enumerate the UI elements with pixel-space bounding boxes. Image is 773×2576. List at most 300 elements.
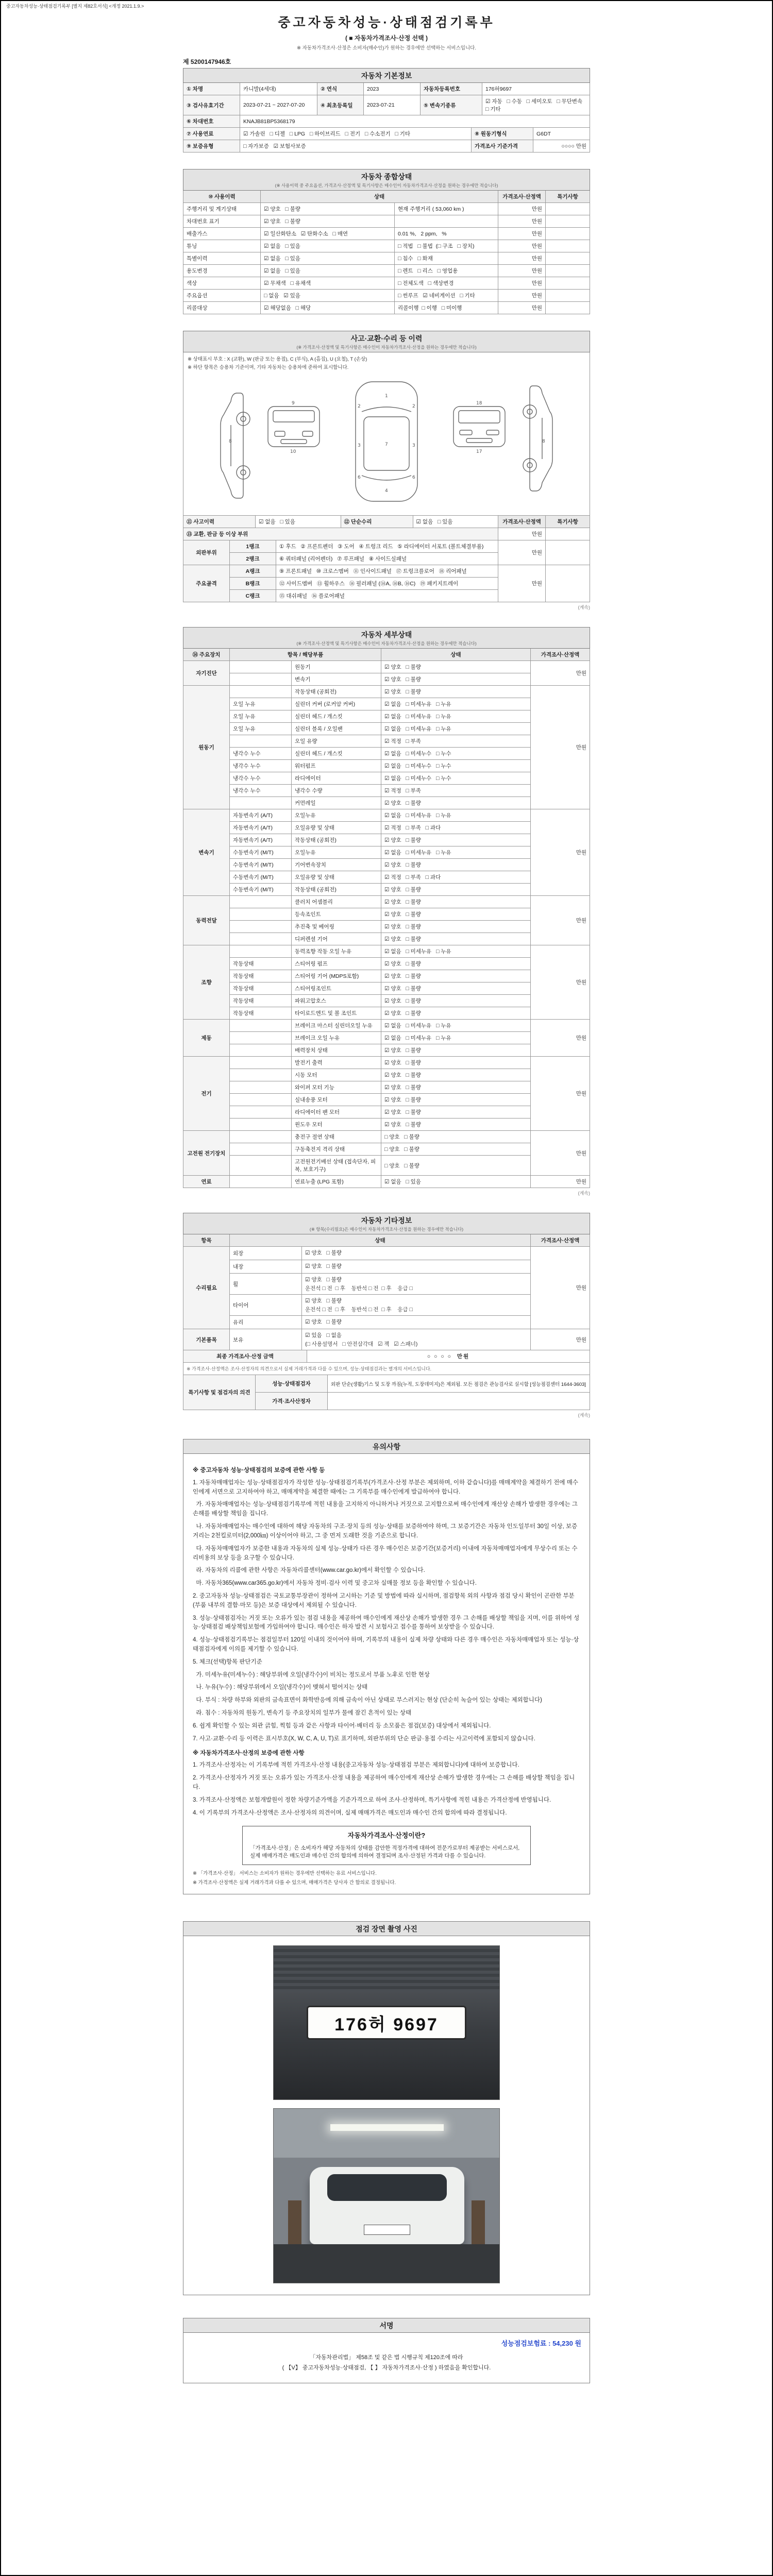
- detail-row: [230, 809, 531, 822]
- row-remark: [546, 265, 590, 277]
- notice-line: 4. 이 기록부의 가격조사·산정액은 조사·산정자의 의견이며, 실제 매매가격은 매도인과 매수인 간의 합의에 따라 결정됩니다.: [193, 1809, 507, 1816]
- detail-status-checkboxes: ☑ 양호 □ 불량: [381, 995, 531, 1007]
- section-title-other: [183, 1213, 590, 1234]
- detail-status-checkboxes: ☑ 없음 □ 미세누유 □ 누유: [381, 698, 531, 710]
- row-extra: □ 썬루프 ☑ 네비게이션 □ 기타: [395, 290, 498, 302]
- accident-table: [183, 352, 590, 602]
- header-state: 상태: [261, 191, 498, 203]
- group-name: 전기: [183, 1057, 230, 1131]
- detail-group: [183, 1131, 590, 1176]
- detail-row: [230, 673, 531, 686]
- basic-title-text: 자동차 기본정보: [361, 72, 412, 80]
- basic-row: [183, 128, 590, 140]
- photo-license-plate: [273, 1945, 500, 2100]
- other-group-name: 수리필요: [183, 1247, 230, 1329]
- group-price: 만원: [531, 1176, 590, 1188]
- other-group: [183, 1247, 590, 1329]
- price-survey-footnote-2: ※ 가격조사·산정액은 실제 거래가격과 다를 수 있으며, 매매가격은 당사자 간 합의로 결정됩니다.: [193, 1879, 396, 1886]
- notice-line: 가. 자동차매매업자는 성능·상태점검기록부에 적힌 내용을 고지하지 아니하거나 거짓으로 고지함으로써 매수인에게 재산상 손해가 발생한 경우에는 그 손해를 배상할 책임을 집니다.: [193, 1501, 580, 1517]
- row-price: 만원: [498, 265, 546, 277]
- condition-row: [183, 240, 590, 252]
- accident-price-header: 가격조사·산정액: [498, 516, 546, 528]
- detail-part-label: 추진축 및 베어링: [292, 921, 381, 933]
- header-item: 항목 / 해당부품: [230, 649, 381, 661]
- row-remark: [546, 228, 590, 240]
- section-title-signature: [183, 2318, 590, 2333]
- confirmation-line-2: ( 【V】 중고자동차성능·상태점검, 【 】 자동차가격조사·산정 ) 하였음을 확인합니다.: [282, 2365, 491, 2371]
- condition-row: [183, 215, 590, 228]
- detail-row: [230, 933, 531, 945]
- detail-row: [230, 970, 531, 982]
- detail-row: [230, 958, 531, 970]
- detail-sub-label: [230, 1156, 292, 1176]
- header-detail-price: 가격조사·산정액: [531, 649, 590, 661]
- notice-line: 마. 자동차365(www.car365.go.kr)에서 자동차 정비·검사 이력 및 중고차 실매물 정보 등을 확인할 수 있습니다.: [193, 1580, 477, 1587]
- left-side-view: [221, 393, 250, 498]
- detail-row: [230, 797, 531, 809]
- row-label: 튜닝: [183, 240, 261, 252]
- detail-status-checkboxes: ☑ 양호 □ 불량: [381, 1044, 531, 1057]
- detail-sub-label: [230, 1057, 292, 1069]
- detail-part-label: 실린더 커버 (로커암 커버): [292, 698, 381, 710]
- group-price: 만원: [531, 809, 590, 896]
- detail-row: [230, 834, 531, 846]
- detail-part-label: 스티어링 기어 (MDPS포함): [292, 970, 381, 982]
- detail-sub-label: [230, 686, 292, 698]
- detail-part-label: 배력장치 상태: [292, 1044, 381, 1057]
- svg-text:4: 4: [385, 488, 388, 494]
- detail-status-checkboxes: ☑ 양호 □ 불량: [381, 1057, 531, 1069]
- svg-text:17: 17: [476, 449, 482, 454]
- insurance-fee-value: 54,230 원: [552, 2340, 581, 2348]
- zone-remark: [546, 565, 590, 602]
- section-other-info: [183, 1213, 590, 1418]
- row-status-checkboxes: □ 없음 ☑ 있음: [261, 290, 395, 302]
- detail-groups: [183, 661, 590, 1188]
- first-registration-value: 2023-07-21: [364, 95, 421, 115]
- detail-status-checkboxes: □ 양호 □ 불량: [381, 1156, 531, 1176]
- notice-line: 5. 체크(선택)항목 판단기준: [193, 1658, 262, 1665]
- svg-text:7: 7: [385, 442, 388, 447]
- detail-status-checkboxes: ☑ 없음 □ 미세누유 □ 누유: [381, 945, 531, 958]
- detail-status-checkboxes: ☑ 적정 □ 부족: [381, 785, 531, 797]
- row-label: 주행거리 및 계기상태: [183, 203, 261, 215]
- detail-sub-label: 자동변속기 (A/T): [230, 822, 292, 834]
- zone-row: [183, 565, 590, 602]
- detail-sub-label: [230, 1081, 292, 1094]
- rank-parts: ⑮ 대쉬패널 ⑯ 플로어패널: [276, 590, 498, 602]
- section-title-photos: [183, 1921, 590, 1936]
- opinion-rows: [256, 1375, 590, 1410]
- row-status-checkboxes: ☑ 양호 □ 불량: [261, 203, 395, 215]
- section-title-notices: [183, 1439, 590, 1454]
- car-rear-window: [327, 2174, 447, 2201]
- final-price-note: ※ 가격조사·산정액은 조사·산정자의 의견으로서 실제 거래가격과 다를 수 있으며, 성능·상태점검과는 별개의 서비스입니다.: [183, 1363, 590, 1375]
- row-status-checkboxes: ☑ 무채색 □ 유채색: [261, 277, 395, 290]
- row-remark: [546, 277, 590, 290]
- rank-cell: B랭크: [230, 578, 276, 590]
- detail-status-checkboxes: ☑ 없음 □ 미세누수 □ 누수: [381, 760, 531, 772]
- detail-part-label: 작동상태 (공회전): [292, 834, 381, 846]
- zone-cell: 주요골격: [183, 565, 230, 602]
- other-info-table: [183, 1234, 590, 1410]
- detail-status-checkboxes: ☑ 양호 □ 불량: [381, 1081, 531, 1094]
- doc-subtitle-note: ※ 자동차가격조사·산정은 소비자(매수인)가 원하는 경우에만 선택하는 서비스입니다.: [297, 45, 476, 51]
- accident-history-label: ⑪ 사고이력: [183, 516, 256, 528]
- detail-row: [230, 982, 531, 995]
- top-view: [356, 382, 417, 501]
- notice-line: 2. 중고자동차 성능·상태점검은 국토교통부장관이 정하여 고시하는 기준 및 방법에 따라 실시하며, 점검항목 외의 사항과 점검 당시 확인이 곤란한 부분(부품 내부의 결함·마모 등)은 보증 대상에서 제외될 수 있습니다.: [193, 1592, 575, 1608]
- row-status-checkboxes: ☑ 해당없음 □ 해당: [261, 302, 395, 314]
- other-row-label: 내장: [230, 1260, 302, 1274]
- year-label: ② 연식: [317, 83, 364, 95]
- group-price: 만원: [531, 1057, 590, 1131]
- detail-part-label: 시동 모터: [292, 1069, 381, 1081]
- row-label: 특별이력: [183, 252, 261, 265]
- opinion-who: 가격·조사산정자: [256, 1393, 328, 1410]
- price-survey-footnote-1: ※ 「가격조사·산정」 서비스는 소비자가 원하는 경우에만 선택하는 유료 서비스입니다.: [193, 1871, 377, 1877]
- photos-title-text: 점검 장면 촬영 사진: [356, 1925, 417, 1934]
- other-row-status: ☑ 양호 □ 불량: [302, 1260, 531, 1274]
- inspector-opinion: [183, 1375, 590, 1410]
- detail-status-checkboxes: ☑ 없음 □ 미세누유 □ 누유: [381, 710, 531, 723]
- zone-price: 만원: [498, 540, 546, 565]
- car-on-lift: [310, 2167, 464, 2244]
- detail-sub-label: 냉각수 누수: [230, 760, 292, 772]
- row-remark: [546, 240, 590, 252]
- detail-part-label: 실내송풍 모터: [292, 1094, 381, 1106]
- detail-sub-label: [230, 945, 292, 958]
- svg-text:10: 10: [290, 449, 296, 454]
- comprehensive-table: [183, 191, 590, 314]
- detail-part-label: 브레이크 오일 누유: [292, 1032, 381, 1044]
- detail-sub-label: [230, 1044, 292, 1057]
- other-group-price: 만원: [531, 1329, 590, 1350]
- notices-heading-2: ※ 자동차가격조사·산정의 보증에 관한 사항: [193, 1750, 305, 1756]
- transmission-checkboxes: ☑ 자동 □ 수동 □ 세미오토 □ 무단변속 □ 기타: [482, 95, 590, 115]
- detail-row: [230, 884, 531, 896]
- car-rear-plate: [364, 2225, 410, 2235]
- detail-row: [230, 896, 531, 908]
- continue-marker: (계속): [578, 605, 590, 610]
- base-price-label: 가격조사 기준가격: [472, 140, 533, 152]
- accident-history-checkboxes: ☑ 없음 □ 있음: [256, 516, 341, 528]
- detail-part-label: 커먼레일: [292, 797, 381, 809]
- row-remark: [546, 252, 590, 265]
- detail-status-checkboxes: ☑ 양호 □ 불량: [381, 933, 531, 945]
- detail-group: [183, 686, 590, 809]
- detail-row: [230, 859, 531, 871]
- group-name: 자기진단: [183, 661, 230, 686]
- final-price-note-row: [183, 1363, 590, 1375]
- detail-sub-label: [230, 1143, 292, 1156]
- detail-part-label: 냉각수 수량: [292, 785, 381, 797]
- detail-sub-label: 오일 누유: [230, 698, 292, 710]
- zone-cell: 외판부위: [183, 540, 230, 565]
- detail-status-checkboxes: ☑ 양호 □ 불량: [381, 1118, 531, 1131]
- car-name-value: 카니발(4세대): [240, 83, 317, 95]
- row-price: 만원: [498, 215, 546, 228]
- detail-sub-label: 냉각수 누수: [230, 748, 292, 760]
- detail-part-label: 변속기: [292, 673, 381, 686]
- basic-row: [183, 140, 590, 152]
- detail-table: [183, 649, 590, 1188]
- detail-status-checkboxes: ☑ 없음 □ 미세누유 □ 누유: [381, 846, 531, 859]
- detail-status-checkboxes: ☑ 적정 □ 부족: [381, 735, 531, 748]
- detail-part-label: 고전원전기배선 상태 (접속단자, 피복, 보호기구): [292, 1156, 381, 1176]
- condition-row: [183, 277, 590, 290]
- front-view: [268, 406, 320, 447]
- other-row-status: ☑ 양호 □ 불량 운전석 □ 전 □ 후 동반석 □ 전 □ 후 응급 □: [302, 1295, 531, 1316]
- section-title-accident: [183, 331, 590, 352]
- detail-part-label: 스티어링 펌프: [292, 958, 381, 970]
- detail-header-row: [183, 649, 590, 661]
- row-label: 주요옵션: [183, 290, 261, 302]
- fuel-label: ⑦ 사용연료: [183, 128, 240, 140]
- other-group-rows: [230, 1329, 531, 1350]
- detail-sub-label: [230, 797, 292, 809]
- detail-group: [183, 1057, 590, 1131]
- section-title-basic: [183, 68, 590, 83]
- detail-row: [230, 908, 531, 921]
- detail-row: [230, 1081, 531, 1094]
- other-row-label: 휠: [230, 1274, 302, 1295]
- detail-part-label: 오일유량 및 상태: [292, 871, 381, 884]
- group-name: 조향: [183, 945, 230, 1020]
- other-row: [230, 1260, 531, 1274]
- notices-title-text: 유의사항: [372, 1443, 401, 1451]
- section-accident-history: [183, 331, 590, 611]
- other-group-price: 만원: [531, 1247, 590, 1329]
- rank-parts: ① 후드 ② 프론트펜더 ③ 도어 ④ 트렁크 리드 ⑤ 라디에이터 서포트 (볼트체결부품): [276, 540, 498, 553]
- basic-row: [183, 115, 590, 128]
- opinion-label: 특기사항 및 점검자의 의견: [183, 1375, 256, 1410]
- group-name: 변속기: [183, 809, 230, 896]
- detail-row: [230, 1069, 531, 1081]
- comprehensive-header-row: [183, 191, 590, 203]
- detail-sub-label: [230, 1118, 292, 1131]
- row-label: 색상: [183, 277, 261, 290]
- bumper-grille: [274, 1946, 499, 1992]
- svg-text:8: 8: [229, 439, 232, 444]
- row-price: 만원: [498, 252, 546, 265]
- document-header: [183, 12, 590, 51]
- row-label: 배출가스: [183, 228, 261, 240]
- detail-row: [230, 1176, 531, 1188]
- other-title-text: 자동차 기타정보: [361, 1216, 412, 1225]
- detail-sub-label: [230, 1131, 292, 1143]
- row-label: 리콜대상: [183, 302, 261, 314]
- group-rows: [230, 1057, 531, 1131]
- signature-body: [183, 2333, 590, 2383]
- final-price-value: ○ ○ ○ ○ 만원: [307, 1350, 590, 1363]
- detail-part-label: 라디에이터 팬 모터: [292, 1106, 381, 1118]
- header-other-price: 가격조사·산정액: [531, 1234, 590, 1247]
- notice-line: 3. 성능·상태점검자는 거짓 또는 오류가 있는 점검 내용을 제공하여 매수인에게 재산상 손해가 발생한 경우 그 손해를 배상할 책임을 지며, 이를 위하여 성능·상태점검 배상책임보험에 가입하여야 합니다. 매수인은 하자 발견 시 보험사고 접수를 통하여 보상받을 수 있습니다.: [193, 1615, 580, 1631]
- rank-parts: ⑥ 쿼터패널 (리어펜더) ⑦ 루프패널 ⑧ 사이드실패널: [276, 553, 498, 565]
- doc-number: 제 5200147946호: [183, 58, 231, 65]
- detail-status-checkboxes: ☑ 양호 □ 불량: [381, 1007, 531, 1020]
- accident-status-row: [183, 516, 590, 528]
- form-reference: 중고자동차성능·상태점검기록부 [별지 제82호서식] <개정 2021.1.9.>: [6, 4, 144, 9]
- opinion-row: [256, 1393, 590, 1410]
- base-price-value: ○○○○ 만원: [533, 140, 590, 152]
- price-survey-box-body: 「가격조사·산정」은 소비자가 해당 자동차의 상태를 감안한 적정가격에 대하여 전문가로부터 제공받는 서비스로서, 실제 매매가격은 매도인과 매수인 간의 합의에 의하여 결정되며 조사·산정된 가격과 다를 수 있습니다.: [250, 1844, 520, 1859]
- detail-sub-label: 자동변속기 (A/T): [230, 809, 292, 822]
- detail-sub-label: 작동상태: [230, 958, 292, 970]
- rank-row: [230, 565, 498, 578]
- opinion-row: [256, 1375, 590, 1393]
- detail-status-checkboxes: ☑ 없음 □ 있음: [381, 1176, 531, 1188]
- detail-part-label: 브레이크 마스터 실린더오일 누유: [292, 1020, 381, 1032]
- detail-sub-label: 냉각수 누수: [230, 785, 292, 797]
- detail-sub-label: [230, 735, 292, 748]
- detail-status-checkboxes: ☑ 없음 □ 미세누유 □ 누유: [381, 1020, 531, 1032]
- detail-sub-label: [230, 921, 292, 933]
- svg-text:2: 2: [358, 404, 361, 409]
- detail-part-label: 작동상태 (공회전): [292, 884, 381, 896]
- detail-status-checkboxes: ☑ 양호 □ 불량: [381, 859, 531, 871]
- detail-part-label: 발전기 출력: [292, 1057, 381, 1069]
- detail-status-checkboxes: ☑ 양호 □ 불량: [381, 970, 531, 982]
- detail-sub-label: 수동변속기 (M/T): [230, 871, 292, 884]
- detail-status-checkboxes: ☑ 양호 □ 불량: [381, 797, 531, 809]
- detail-sub-label: [230, 1106, 292, 1118]
- notice-line: 1. 자동차매매업자는 성능·상태점검자가 작성한 성능·상태점검기록부(가격조사·산정 부분은 제외하며, 이하 같습니다)를 매매계약을 체결하기 전에 매수인에게 서면으로 고지하여야 하고, 매매계약을 체결한 때에는 그 기록부를 매수인에게 발급하여야 합니다.: [193, 1479, 578, 1495]
- row-remark: [546, 290, 590, 302]
- detail-sub-label: 작동상태: [230, 1007, 292, 1020]
- group-name: 제동: [183, 1020, 230, 1057]
- accident-price-value: 만원: [498, 528, 546, 540]
- header-detail-state: 상태: [381, 649, 531, 661]
- section-comprehensive: [183, 169, 590, 314]
- detail-status-checkboxes: ☑ 양호 □ 불량: [381, 958, 531, 970]
- detail-row: [230, 846, 531, 859]
- zone-ranks: [230, 565, 498, 602]
- header-other-state: 상태: [230, 1234, 531, 1247]
- detail-group: [183, 1176, 590, 1188]
- group-rows: [230, 1131, 531, 1176]
- other-groups: [183, 1247, 590, 1350]
- row-price: 만원: [498, 203, 546, 215]
- header-other-item: 항목: [183, 1234, 230, 1247]
- row-label: 차대번호 표기: [183, 215, 261, 228]
- insurance-fee-label: 성능점검보험료 :: [501, 2340, 551, 2348]
- rank-table: [183, 540, 590, 602]
- detail-status-checkboxes: ☑ 양호 □ 불량: [381, 834, 531, 846]
- notice-line: 나. 자동차매매업자는 매수인에 대하여 해당 자동차의 구조·장치 등의 성능·상태를 보증하여야 하며, 그 보증기간은 자동차 인도일부터 30일 이상, 보증거리는 2천킬로미터(2,000㎞) 이상이어야 하고, 그 중 먼저 도래한 것을 기준으로 합니다.: [193, 1523, 578, 1539]
- opinion-text: 외판 단순(생활)기스 및 도장 까짐(누적, 도장데미지)은 제외됨. 모든 점검은 관능검사로 실시함 [성능점검센터 1644-3603]: [328, 1375, 590, 1393]
- detail-row: [230, 686, 531, 698]
- detail-row: [230, 748, 531, 760]
- detail-status-checkboxes: ☑ 양호 □ 불량: [381, 908, 531, 921]
- detail-row: [230, 1020, 531, 1032]
- detail-sub-label: [230, 896, 292, 908]
- notices-lines-1: [193, 1479, 580, 1744]
- detail-row: [230, 1032, 531, 1044]
- car-name-label: ① 차명: [183, 83, 240, 95]
- detail-sub-label: 작동상태: [230, 970, 292, 982]
- detail-status-checkboxes: ☑ 양호 □ 불량: [381, 1094, 531, 1106]
- notice-line: 가. 미세누유(미세누수) : 해당부위에 오일(냉각수)이 비치는 정도로서 부품 노후로 인한 현상: [193, 1671, 430, 1678]
- document-title: 중고자동차성능·상태점검기록부: [278, 15, 495, 30]
- first-registration-label: ④ 최초등록일: [317, 95, 364, 115]
- detail-sub-label: [230, 661, 292, 673]
- status-code-legend: ※ 상태표시 부호 : X (교환), W (판금 또는 용접), C (부식), A (흠집), U (요철), T (손상): [183, 352, 590, 363]
- zone-remark: [546, 540, 590, 565]
- comprehensive-note: (※ 사용이력 중 주요옵션, 가격조사·산정액 및 특기사항은 매수인이 자동차가격조사·산정을 원하는 경우에만 적습니다): [275, 183, 498, 188]
- other-row-label: 외장: [230, 1247, 302, 1260]
- detail-sub-label: [230, 673, 292, 686]
- notices-body: [183, 1454, 590, 1894]
- detail-sub-label: 오일 누유: [230, 723, 292, 735]
- notice-line: 나. 누유(누수) : 해당부위에서 오일(냉각수)이 맺혀서 떨어지는 상태: [193, 1684, 368, 1691]
- warranty-type-checkboxes: □ 자가보증 ☑ 보험사보증: [240, 140, 472, 152]
- detail-part-label: 윈도우 모터: [292, 1118, 381, 1131]
- detail-row: [230, 1106, 531, 1118]
- rank-row: [230, 590, 498, 602]
- svg-text:3: 3: [412, 443, 415, 448]
- detail-group: [183, 661, 590, 686]
- detail-status-checkboxes: ☑ 없음 □ 미세누유 □ 누유: [381, 1032, 531, 1044]
- continue-marker: (계속): [578, 1413, 590, 1418]
- detail-row: [230, 1007, 531, 1020]
- insurance-fee: [192, 2338, 581, 2348]
- detail-row: [230, 723, 531, 735]
- accident-note: (※ 가격조사·산정액 및 특기사항은 매수인이 자동차가격조사·산정을 원하는 경우에만 적습니다): [296, 345, 477, 350]
- detail-part-label: 스티어링조인트: [292, 982, 381, 995]
- rank-cell: A랭크: [230, 565, 276, 578]
- other-group: [183, 1329, 590, 1350]
- row-status-checkboxes: ☑ 없음 □ 있음: [261, 252, 395, 265]
- detail-status-checkboxes: ☑ 없음 □ 미세누수 □ 누수: [381, 772, 531, 785]
- zone-ranks: [230, 540, 498, 565]
- detail-sub-label: 수동변속기 (M/T): [230, 846, 292, 859]
- detail-part-label: 디퍼렌셜 기어: [292, 933, 381, 945]
- rank-row: [230, 540, 498, 553]
- vin-label: ⑥ 차대번호: [183, 115, 240, 128]
- final-price-label: 최종 가격조사·산정 금액: [183, 1350, 307, 1363]
- detail-part-label: 충전구 절연 상태: [292, 1131, 381, 1143]
- detail-part-label: 파워고압호스: [292, 995, 381, 1007]
- detail-row: [230, 710, 531, 723]
- row-remark: [546, 302, 590, 314]
- detail-status-checkboxes: ☑ 적정 □ 부족 □ 과다: [381, 871, 531, 884]
- detail-status-checkboxes: ☑ 양호 □ 불량: [381, 686, 531, 698]
- svg-text:3: 3: [358, 443, 361, 448]
- continue-marker: (계속): [578, 1191, 590, 1196]
- notice-line: 다. 자동차매매업자가 보증한 내용과 자동차의 실제 성능·상태가 다른 경우 매수인은 보증기간(보증거리) 이내에 자동차매매업자에게 무상수리 또는 수리비용의 보상 등을 요구할 수 있습니다.: [193, 1545, 578, 1561]
- year-value: 2023: [364, 83, 421, 95]
- vin-value: KNAJB81BP5368179: [240, 115, 590, 128]
- detail-row: [230, 1094, 531, 1106]
- detail-row: [230, 871, 531, 884]
- row-extra: □ 렌트 □ 리스 □ 영업용: [395, 265, 498, 277]
- other-group-name: 기본품목: [183, 1329, 230, 1350]
- doc-subtitle: ( ■ 자동차가격조사·산정 선택 ): [345, 35, 428, 42]
- detail-sub-label: 오일 누유: [230, 710, 292, 723]
- other-row-label: 유리: [230, 1316, 302, 1329]
- license-plate: [307, 2006, 466, 2040]
- svg-text:18: 18: [476, 401, 482, 406]
- detail-part-label: 와이퍼 모터 기능: [292, 1081, 381, 1094]
- basic-info-table: [183, 83, 590, 152]
- signature-title-text: 서명: [379, 2321, 394, 2330]
- detail-row: [230, 1156, 531, 1176]
- section-notices: [183, 1439, 590, 1894]
- group-rows: [230, 1020, 531, 1057]
- workshop-ceiling: [274, 2109, 499, 2158]
